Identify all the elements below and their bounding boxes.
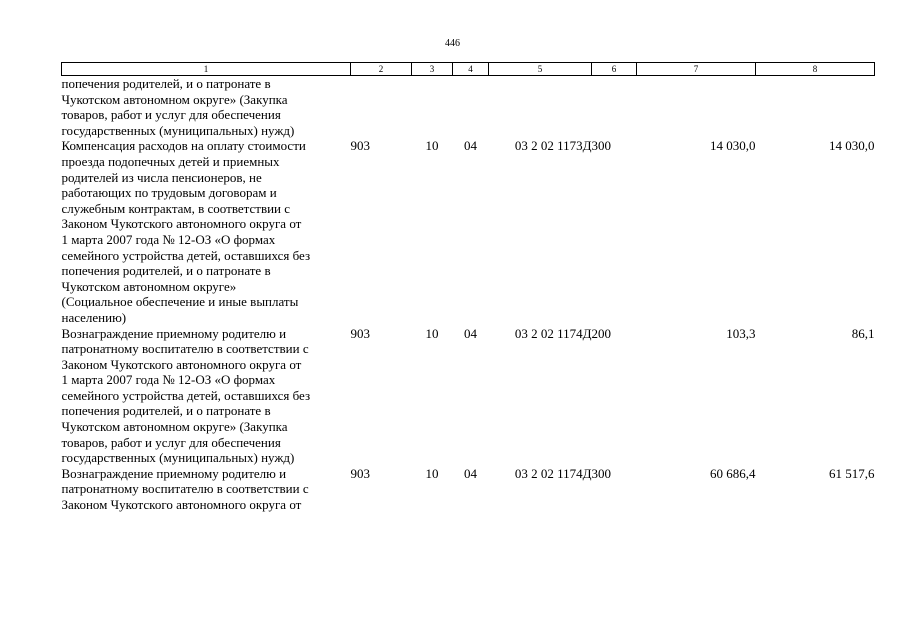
description-line: Законом Чукотского автономного округа от xyxy=(61,356,302,372)
cell-c6: 200 xyxy=(591,325,611,341)
description-line: Законом Чукотского автономного округа от xyxy=(61,497,302,513)
column-header: 2 xyxy=(351,63,412,76)
column-header: 5 xyxy=(489,63,592,76)
description-line: государственных (муниципальных) нужд) xyxy=(61,122,295,138)
column-header: 4 xyxy=(453,63,489,76)
description-line: служебным контрактам, в соответствии с xyxy=(61,200,291,216)
cell-c2: 903 xyxy=(350,325,370,341)
description-line: попечения родителей, и о патронате в xyxy=(61,403,271,419)
cell-c7: 103,3 xyxy=(726,325,756,341)
cell-c5: 03 2 02 1174Д xyxy=(514,325,592,341)
column-number-header xyxy=(62,63,875,76)
page-number: 446 xyxy=(445,38,460,49)
table-body xyxy=(62,76,875,513)
cell-c7: 14 030,0 xyxy=(710,138,756,154)
cell-c7 xyxy=(637,76,756,139)
row-description xyxy=(62,76,351,139)
description-line: Вознаграждение приемному родителю и xyxy=(61,465,287,481)
cell-c8: 61 517,6 xyxy=(829,465,875,481)
description-line: родителей из числа пенсионеров, не xyxy=(61,169,262,185)
column-header: 8 xyxy=(756,63,875,76)
cell-c6 xyxy=(592,76,637,139)
cell-c5: 03 2 02 1173Д xyxy=(514,138,592,154)
description-line: Чукотском автономном округе» (Закупка xyxy=(61,91,288,107)
cell-c3: 10 xyxy=(425,465,439,481)
description-line: Компенсация расходов на оплату стоимости xyxy=(61,138,306,154)
cell-c5: 03 2 02 1174Д xyxy=(514,465,592,481)
row-description xyxy=(62,326,351,466)
description-line: семейного устройства детей, оставшихся без xyxy=(61,387,311,403)
description-line: товаров, работ и услуг для обеспечения xyxy=(61,434,281,450)
cell-c6: 300 xyxy=(591,465,611,481)
column-header: 3 xyxy=(412,63,453,76)
table-row xyxy=(62,76,875,139)
cell-c2 xyxy=(351,76,412,139)
cell-c4: 04 xyxy=(464,138,477,154)
description-line: патронатному воспитателю в соответствии с xyxy=(61,341,309,357)
description-line: 1 марта 2007 года № 12-ОЗ «О формах xyxy=(61,372,276,388)
description-line: 1 марта 2007 года № 12-ОЗ «О формах xyxy=(61,231,276,247)
cell-c3 xyxy=(412,76,453,139)
description-line: Вознаграждение приемному родителю и xyxy=(61,325,287,341)
description-line: Чукотском автономном округе» xyxy=(61,278,237,294)
table-row xyxy=(62,466,875,513)
column-header: 1 xyxy=(62,63,351,76)
description-line: Чукотском автономном округе» (Закупка xyxy=(61,419,288,435)
cell-c2: 903 xyxy=(350,138,370,154)
cell-c3: 10 xyxy=(425,138,439,154)
description-line: попечения родителей, и о патронате в xyxy=(61,76,271,91)
cell-c4: 04 xyxy=(464,465,477,481)
description-line: (Социальное обеспечение и иные выплаты xyxy=(61,294,299,310)
cell-c8 xyxy=(756,76,875,139)
description-line: Законом Чукотского автономного округа от xyxy=(61,216,302,232)
description-line: патронатному воспитателю в соответствии с xyxy=(61,481,309,497)
table-row xyxy=(62,138,875,325)
cell-c8: 86,1 xyxy=(851,325,875,341)
description-line: проезда подопечных детей и приемных xyxy=(61,153,280,169)
description-line: товаров, работ и услуг для обеспечения xyxy=(61,107,281,123)
cell-c4: 04 xyxy=(464,325,477,341)
budget-table xyxy=(61,62,875,513)
description-line: работающих по трудовым договорам и xyxy=(61,185,277,201)
cell-c2: 903 xyxy=(350,465,370,481)
cell-c3: 10 xyxy=(425,325,439,341)
cell-c6: 300 xyxy=(591,138,611,154)
description-line: попечения родителей, и о патронате в xyxy=(61,263,271,279)
row-description xyxy=(62,138,351,325)
description-line: государственных (муниципальных) нужд) xyxy=(61,450,295,466)
description-line: населению) xyxy=(61,309,127,325)
column-header: 6 xyxy=(592,63,637,76)
column-header: 7 xyxy=(637,63,756,76)
description-line: семейного устройства детей, оставшихся без xyxy=(61,247,311,263)
table-row xyxy=(62,326,875,466)
cell-c4 xyxy=(453,76,489,139)
cell-c8: 14 030,0 xyxy=(829,138,875,154)
row-description xyxy=(62,466,351,513)
cell-c5 xyxy=(489,76,592,139)
cell-c7: 60 686,4 xyxy=(710,465,756,481)
